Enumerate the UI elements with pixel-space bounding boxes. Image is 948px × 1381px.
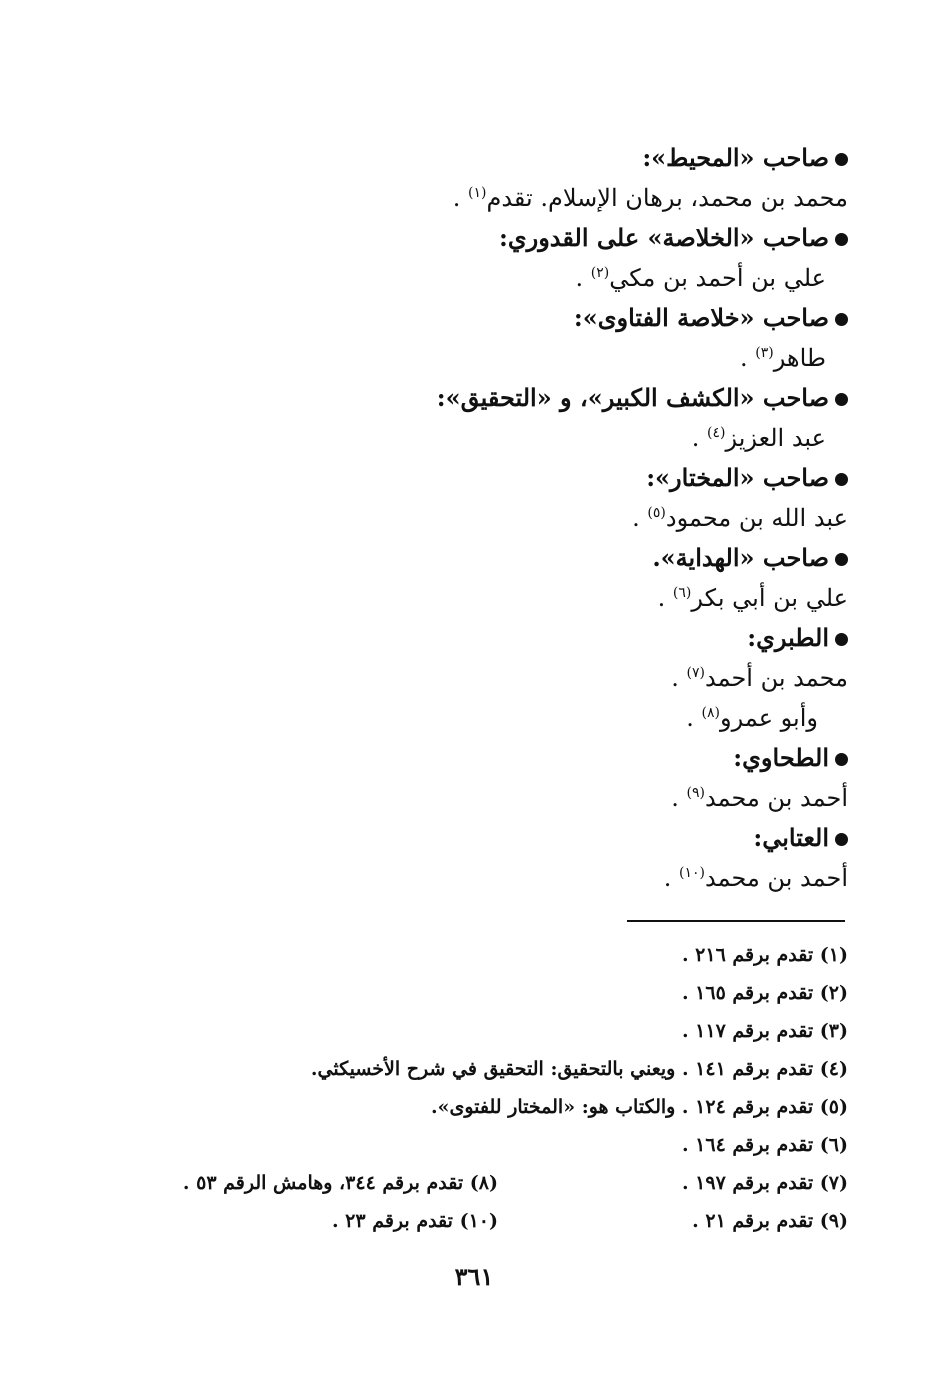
- entry-heading: [328, 618, 848, 658]
- entry-name-text: وأبو عمرو: [720, 704, 818, 732]
- entry-name: [328, 658, 848, 698]
- entry-name: [328, 178, 848, 218]
- entry-heading: [328, 298, 848, 338]
- footnote-4: (٤) تقدم برقم ١٤١ . ويعني بالتحقيق: التحقيق في شرح الأخسيكثي.: [310, 1058, 848, 1080]
- bullet-icon: [835, 473, 848, 486]
- entry-heading-text: الطبري:: [747, 623, 829, 652]
- footnote-ref[interactable]: (٢): [590, 265, 610, 281]
- footnote-row: [148, 1164, 848, 1202]
- entry-name: [328, 258, 848, 298]
- entry-end-mark: .: [575, 264, 584, 292]
- footnotes: [148, 936, 848, 1240]
- entry-end-mark: .: [671, 664, 679, 692]
- footnote-ref[interactable]: (٧): [686, 665, 705, 681]
- bullet-icon: [835, 753, 848, 766]
- footnote-ref[interactable]: (٣): [755, 345, 774, 361]
- entry-heading-text: صاحب «المحيط»:: [642, 143, 829, 172]
- entry-name-text: محمد بن محمد، برهان الإسلام. تقدم: [486, 184, 848, 212]
- bullet-icon: [835, 633, 848, 646]
- entry-end-mark: .: [691, 424, 700, 452]
- page-number: ٣٦١: [454, 1262, 494, 1291]
- bullet-icon: [835, 233, 848, 246]
- entry-name-text: أحمد بن محمد: [704, 864, 848, 892]
- footnote-separator: [627, 920, 845, 922]
- footnote-row: [148, 1012, 848, 1050]
- entry-heading-text: صاحب «الهداية».: [652, 543, 829, 572]
- footnote-2: (٢) تقدم برقم ١٦٥ .: [681, 982, 848, 1004]
- entry-heading-text: صاحب «خلاصة الفتاوى»:: [573, 303, 829, 332]
- entry-name-text: طاهر: [773, 344, 826, 372]
- entry-name: [328, 498, 848, 538]
- footnote-3: (٣) تقدم برقم ١١٧ .: [681, 1020, 848, 1042]
- footnote-ref[interactable]: (٥): [647, 505, 666, 521]
- footnote-7: (٧) تقدم برقم ١٩٧ .: [681, 1172, 848, 1194]
- entry-name-text: محمد بن أحمد: [704, 664, 848, 692]
- entry-name: [328, 778, 848, 818]
- footnote-10: (١٠) تقدم برقم ٢٣ .: [331, 1210, 498, 1232]
- footnote-row: [148, 936, 848, 974]
- entry-heading: [328, 458, 848, 498]
- entry-end-mark: .: [686, 704, 694, 732]
- entry-name-text: علي بن أحمد بن مكي: [609, 264, 826, 292]
- entry-name: [328, 578, 848, 618]
- entry-heading-text: الطحاوي:: [733, 743, 829, 772]
- footnote-ref[interactable]: (١): [467, 185, 487, 201]
- entry-name: [328, 858, 848, 898]
- entry-heading-text: صاحب «الخلاصة» على القدوري:: [498, 223, 829, 252]
- footnote-5: (٥) تقدم برقم ١٢٤ . والكتاب هو: «المختار للفتوى».: [430, 1096, 848, 1118]
- entry-heading-text: العتابي:: [753, 823, 829, 852]
- footnote-ref[interactable]: (٤): [707, 425, 726, 441]
- entry-name-text: عبد العزيز: [725, 424, 826, 452]
- entry-end-mark: .: [739, 344, 748, 372]
- bullet-icon: [835, 313, 848, 326]
- entry-end-mark: .: [657, 584, 666, 612]
- footnote-ref[interactable]: (١٠): [679, 865, 705, 881]
- entry-end-mark: .: [671, 784, 679, 812]
- entry-name-text: علي بن أبي بكر: [691, 584, 848, 612]
- entry-name: [328, 338, 848, 378]
- footnote-ref[interactable]: (٨): [701, 705, 720, 721]
- entry-heading: [328, 538, 848, 578]
- biographical-entries: [328, 138, 848, 898]
- entry-end-mark: .: [663, 864, 672, 892]
- bullet-icon: [835, 393, 848, 406]
- footnote-8: (٨) تقدم برقم ٣٤٤، وهامش الرقم ٥٣ .: [182, 1172, 498, 1194]
- entry-end-mark: .: [632, 504, 640, 532]
- bullet-icon: [835, 153, 848, 166]
- footnote-6: (٦) تقدم برقم ١٦٤ .: [681, 1134, 848, 1156]
- footnote-row: [148, 1050, 848, 1088]
- footnote-row: [148, 1088, 848, 1126]
- entry-heading: [328, 138, 848, 178]
- entry-name: [328, 698, 848, 738]
- footnote-1: (١) تقدم برقم ٢١٦ .: [681, 944, 848, 966]
- footnote-ref[interactable]: (٩): [686, 785, 705, 801]
- entry-heading-text: صاحب «الكشف الكبير»، و «التحقيق»:: [436, 383, 829, 412]
- footnote-ref[interactable]: (٦): [672, 585, 692, 601]
- entry-name: [328, 418, 848, 458]
- footnote-row: [148, 1202, 848, 1240]
- entry-heading-text: صاحب «المختار»:: [646, 463, 829, 492]
- entry-heading: [328, 738, 848, 778]
- bullet-icon: [835, 553, 848, 566]
- footnote-row: [148, 974, 848, 1012]
- footnote-row: [148, 1126, 848, 1164]
- entry-heading: [328, 378, 848, 418]
- entry-end-mark: .: [452, 184, 461, 212]
- entry-heading: [328, 218, 848, 258]
- entry-name-text: أحمد بن محمد: [704, 784, 848, 812]
- bullet-icon: [835, 833, 848, 846]
- footnote-9: (٩) تقدم برقم ٢١ .: [692, 1210, 848, 1232]
- entry-name-text: عبد الله بن محمود: [665, 504, 848, 532]
- entry-heading: [328, 818, 848, 858]
